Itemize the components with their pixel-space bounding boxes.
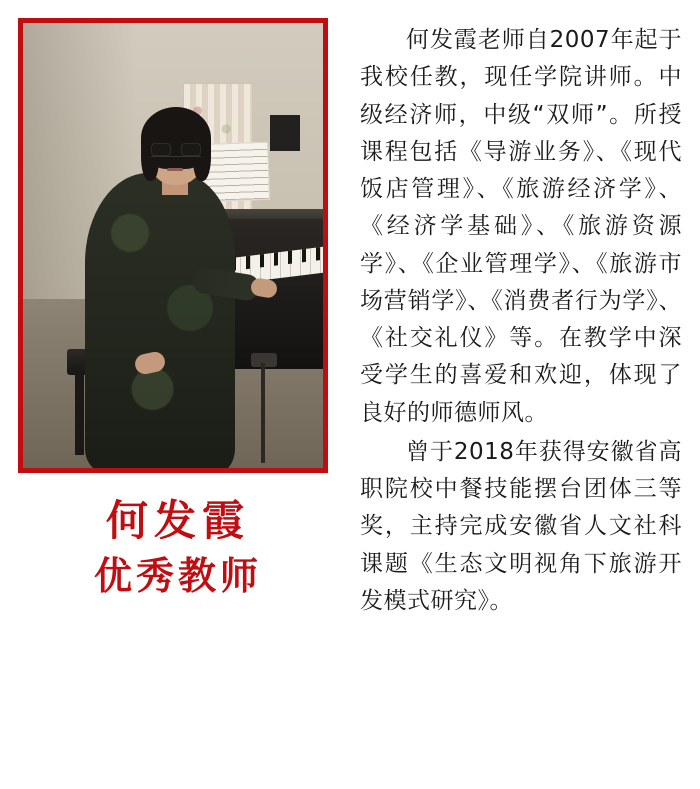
teacher-photo <box>18 18 328 473</box>
biography-paragraph-1: 何发霞老师自2007年起于我校任教，现任学院讲师。中级经济师，中级“双师”。所授课程包括《导游业务》、《现代饭店管理》、《旅游经济学》、《经济学基础》、《旅游资源学》、《企业管理学》、《旅游市场营销学》、《消费者行为学》、《社交礼仪》等。在教学中深受学生的喜爱和欢迎，体现了良好的师德师风。 <box>360 27 682 426</box>
biography-column <box>360 22 682 622</box>
glasses-icon <box>151 143 201 157</box>
caption-block <box>18 495 338 601</box>
teacher-name: 何发霞 <box>105 496 250 545</box>
person-mouth <box>167 168 183 171</box>
photo-and-caption-column <box>18 18 338 601</box>
person-dress <box>85 173 235 473</box>
microphone-stand <box>261 363 265 463</box>
bench-leg-left <box>75 373 84 455</box>
teacher-honor-title: 优秀教师 <box>93 553 262 598</box>
speaker-box <box>270 115 300 151</box>
biography-paragraph-2: 曾于2018年获得安徽省高职院校中餐技能摆台团体三等奖，主持完成安徽省人文社科课题《生态文明视角下旅游开发模式研究》。 <box>360 438 682 614</box>
photo-scene <box>23 23 323 468</box>
